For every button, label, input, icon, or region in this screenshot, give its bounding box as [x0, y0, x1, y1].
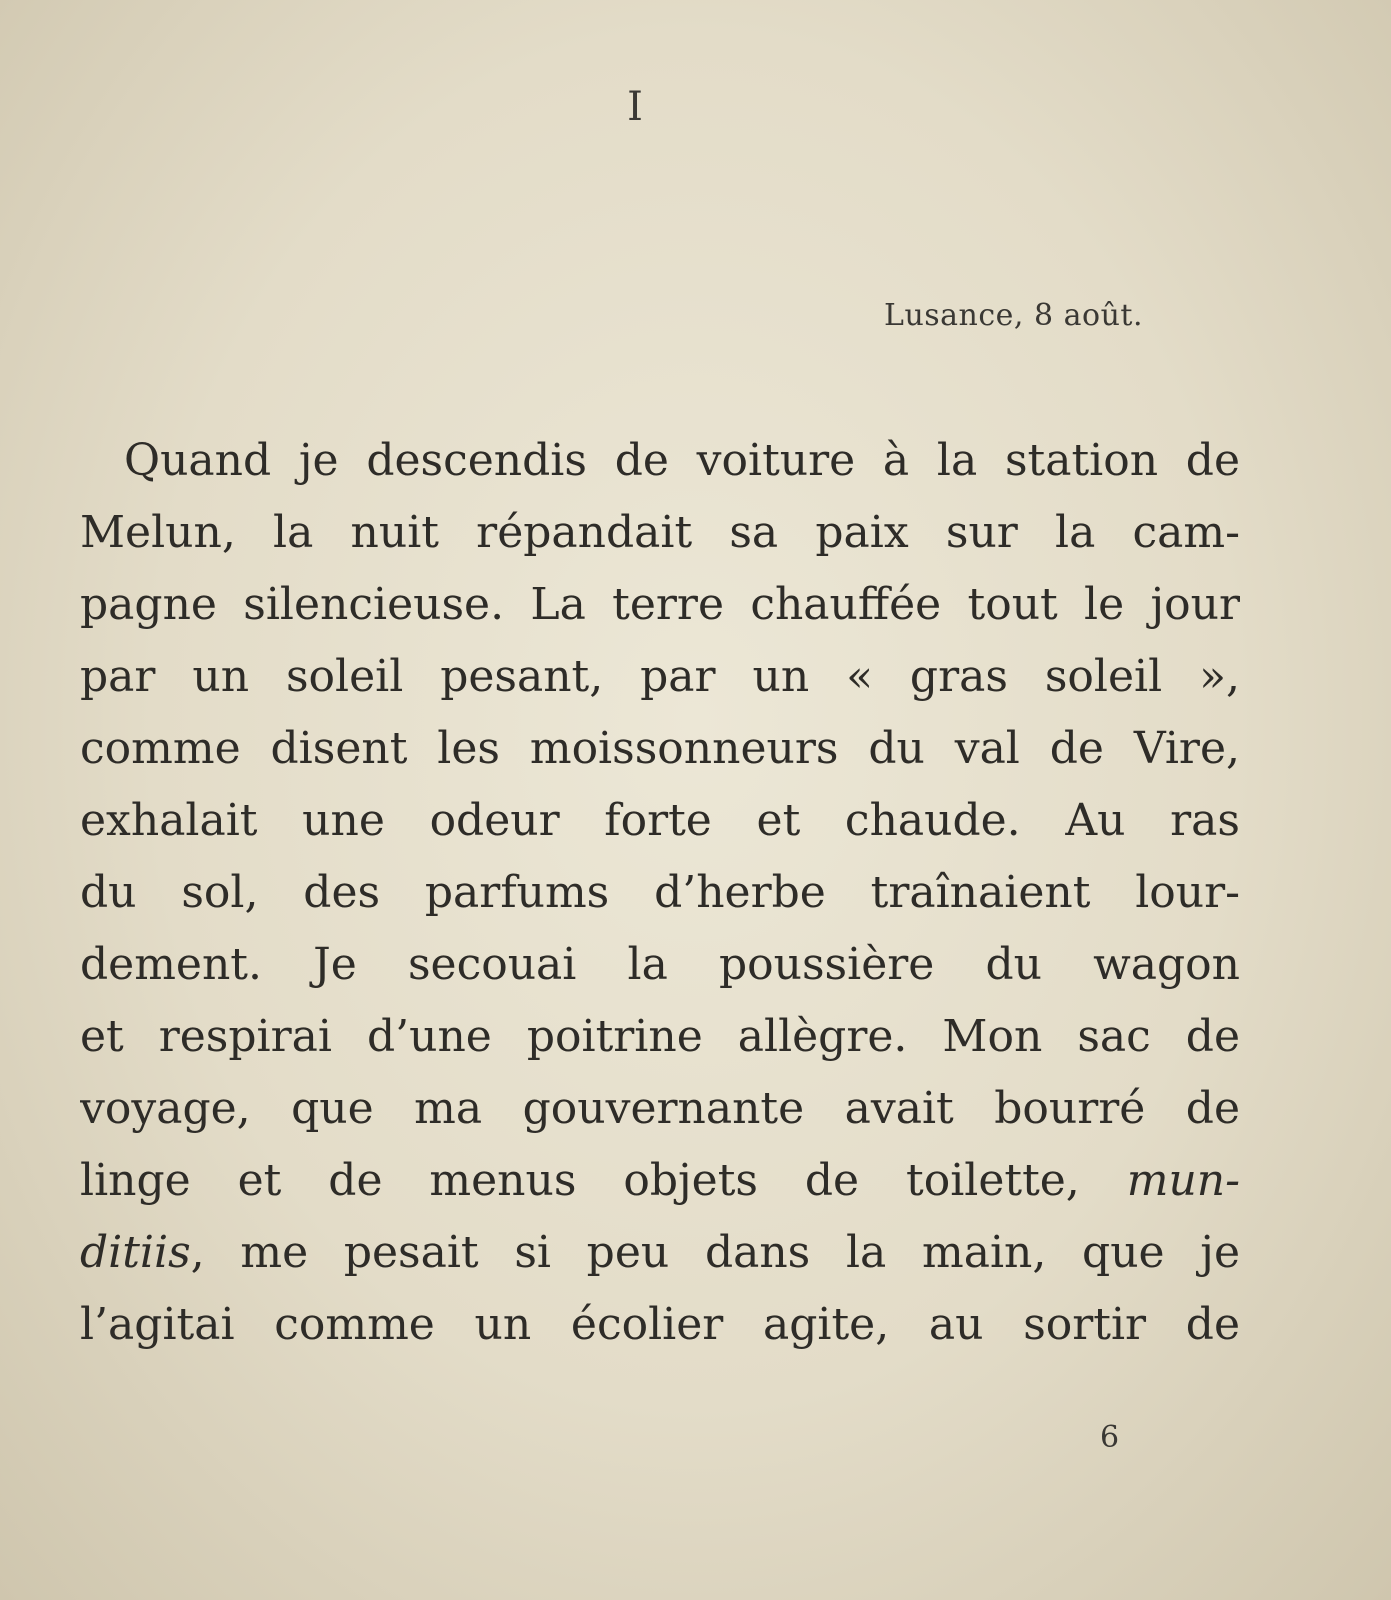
- text-line-11: [80, 1145, 1240, 1217]
- text-line-3: pagne silencieuse. La terre chauffée tout le jour: [80, 579, 1240, 630]
- text-line-9: et respirai d’une poitrine allègre. Mon sac de: [80, 1011, 1240, 1062]
- text-line-8: dement. Je secouai la poussière du wagon: [80, 939, 1240, 990]
- text-line-7: du sol, des parfums d’herbe traînaient lour-: [80, 867, 1240, 918]
- text-line-12: [80, 1217, 1240, 1289]
- text-line-12-roman: , me pesait si peu dans la main, que je: [190, 1227, 1240, 1278]
- italic-word-ditiis: ditiis: [80, 1227, 191, 1278]
- folio-number: 6: [1100, 1420, 1120, 1455]
- dateline: Lusance, 8 août.: [884, 298, 1143, 333]
- text-line-13: l’agitai comme un écolier agite, au sortir de: [80, 1299, 1240, 1350]
- text-line-4: par un soleil pesant, par un « gras soleil »,: [80, 651, 1240, 702]
- text-line-1: Quand je descendis de voiture à la station de: [124, 435, 1240, 486]
- text-line-2: Melun, la nuit répandait sa paix sur la cam-: [80, 507, 1240, 558]
- text-line-11-roman: linge et de menus objets de toilette,: [80, 1155, 1080, 1206]
- italic-word-mun: mun-: [1126, 1155, 1240, 1206]
- text-line-10: voyage, que ma gouvernante avait bourré de: [80, 1083, 1240, 1134]
- chapter-numeral: I: [627, 84, 643, 130]
- text-line-5: comme disent les moissonneurs du val de Vire,: [80, 723, 1240, 774]
- body-text: [80, 425, 1240, 1361]
- text-line-6: exhalait une odeur forte et chaude. Au ras: [80, 795, 1240, 846]
